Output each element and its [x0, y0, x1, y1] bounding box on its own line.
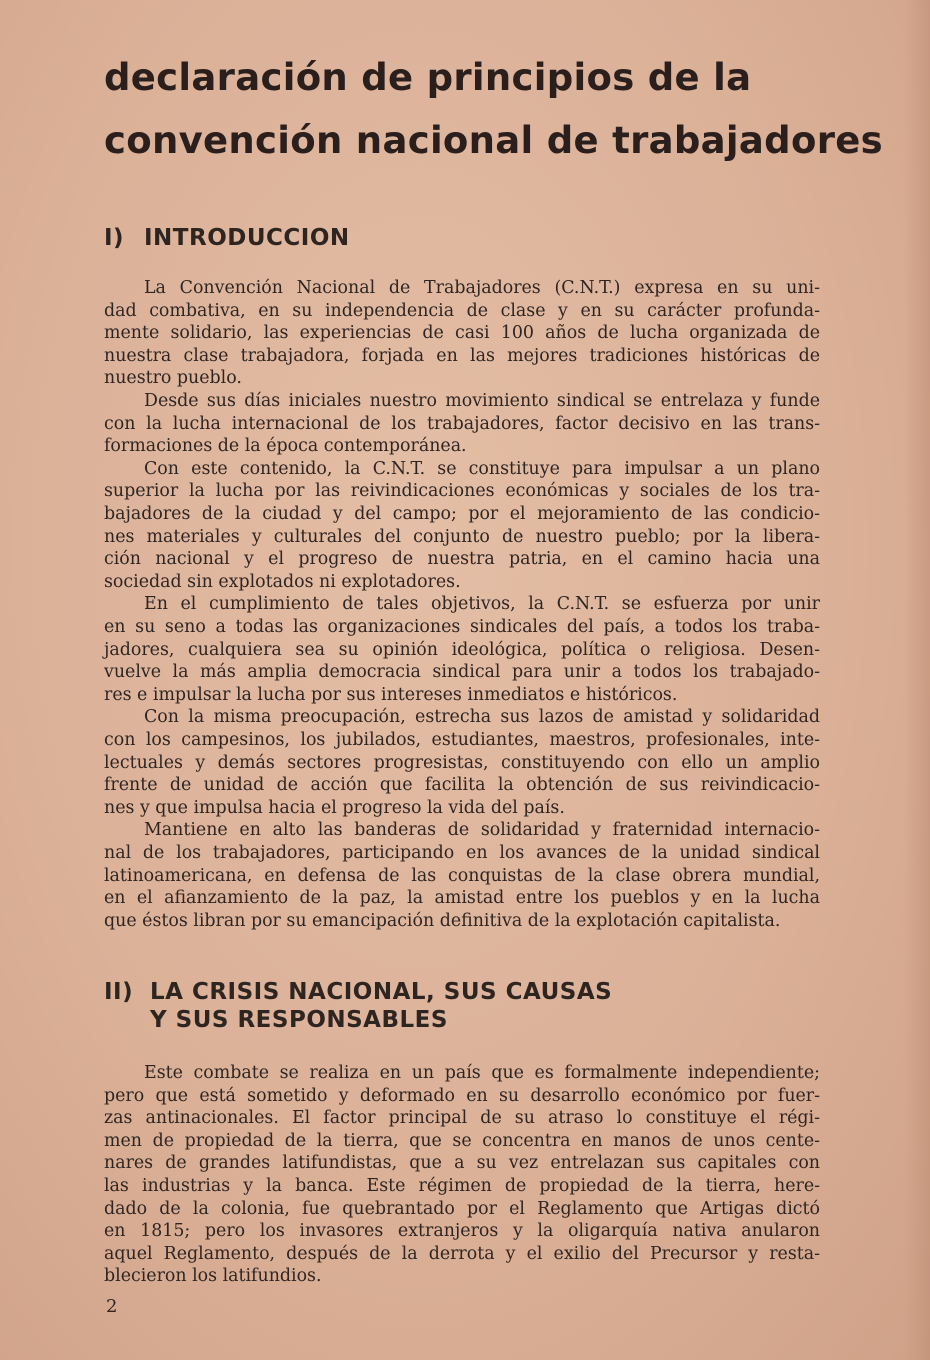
text-line: latinoamericana, en defensa de las conquistas de la clase obrera mundial, [104, 865, 820, 886]
text-line: las industrias y la banca. Este régimen de propiedad de la tierra, here- [104, 1175, 820, 1196]
section-2-number: II) [104, 979, 134, 1005]
page-edge-shadow [904, 0, 930, 1360]
section-1-number: I) [104, 225, 125, 251]
text-line: con los campesinos, los jubilados, estudiantes, maestros, profesionales, inte- [104, 729, 820, 750]
text-line: nal de los trabajadores, participando en los avances de la unidad sindical [104, 842, 820, 863]
paragraph [104, 1062, 820, 1288]
text-line: formaciones de la época contemporánea. [104, 436, 467, 457]
text-line: Mantiene en alto las banderas de solidaridad y fraternidad internacio- [144, 820, 820, 841]
text-line: Con la misma preocupación, estrecha sus lazos de amistad y solidaridad [144, 707, 820, 728]
text-line: dado de la colonia, fue quebrantado por el Reglamento que Artigas dictó [104, 1198, 820, 1219]
text-line: nuestro pueblo. [104, 368, 242, 389]
text-line: nuestra clase trabajadora, forjada en las mejores tradiciones históricas de [104, 345, 820, 366]
text-line: bajadores de la ciudad y del campo; por el mejoramiento de las condicio- [104, 503, 820, 524]
text-line: blecieron los latifundios. [104, 1266, 322, 1287]
text-line: Este combate se realiza en un país que es formalmente independiente; [144, 1063, 820, 1083]
text-line: res e impulsar la lucha por sus intereses inmediatos e históricos. [104, 684, 678, 705]
text-line: frente de unidad de acción que facilita la obtención de sus reivindicacio- [104, 775, 820, 796]
text-line: En el cumplimiento de tales objetivos, la C.N.T. se esfuerza por unir [144, 594, 820, 615]
text-line: sociedad sin explotados ni explotadores. [104, 571, 461, 592]
paragraph [104, 277, 820, 390]
paragraph [104, 390, 820, 458]
text-line: lectuales y demás sectores progresistas, constituyendo con ello un amplio [104, 752, 820, 773]
section-1-heading [104, 225, 350, 251]
text-line: zas antinacionales. El factor principal de su atraso lo constituye el régi- [104, 1108, 820, 1129]
document-title-line-1: declaración de principios de la [104, 56, 752, 99]
text-line: men de propiedad de la tierra, que se concentra en manos de unos cente- [104, 1130, 820, 1151]
section-2-heading [104, 979, 612, 1005]
text-line: Desde sus días iniciales nuestro movimiento sindical se entrelaza y funde [144, 391, 820, 411]
text-line: pero que está sometido y deformado en su desarrollo económico por fuer- [104, 1085, 820, 1106]
text-line: La Convención Nacional de Trabajadores (C.N.T.) expresa en su uni- [144, 278, 820, 298]
section-1-title: INTRODUCCION [144, 225, 350, 251]
text-line: en el afianzamiento de la paz, la amistad entre los pueblos y en la lucha [104, 888, 820, 909]
text-line: dad combativa, en su independencia de clase y en su carácter profunda- [104, 300, 820, 321]
document-title-line-2: convención nacional de trabajadores [104, 119, 883, 162]
section-2-heading-line-2: Y SUS RESPONSABLES [150, 1007, 448, 1033]
paragraph [104, 819, 820, 932]
text-line: nes materiales y culturales del conjunto de nuestro pueblo; por la libera- [104, 526, 820, 547]
text-line: con la lucha internacional de los trabajadores, factor decisivo en las trans- [104, 413, 820, 434]
page-number: 2 [106, 1296, 118, 1317]
text-line: en 1815; pero los invasores extranjeros y la oligarquía nativa anularon [104, 1221, 820, 1242]
text-line: jadores, cualquiera sea su opinión ideológica, política o religiosa. Desen- [104, 639, 820, 660]
section-2-title-line-1: LA CRISIS NACIONAL, SUS CAUSAS [150, 979, 613, 1005]
text-line: en su seno a todas las organizaciones sindicales del país, a todos los traba- [104, 616, 820, 637]
text-line: nares de grandes latifundistas, que a su vez entrelazan sus capitales con [104, 1153, 820, 1174]
text-line: vuelve la más amplia democracia sindical para unir a todos los trabajado- [104, 662, 820, 683]
text-line: que éstos libran por su emancipación definitiva de la explotación capitalista. [104, 910, 781, 931]
text-line: ción nacional y el progreso de nuestra patria, en el camino hacia una [104, 549, 820, 570]
paragraph [104, 593, 820, 706]
text-line: Con este contenido, la C.N.T. se constituye para impulsar a un plano [144, 458, 820, 479]
text-line: mente solidario, las experiencias de casi 100 años de lucha organizada de [104, 323, 820, 344]
text-line: nes y que impulsa hacia el progreso la vida del país. [104, 797, 565, 818]
text-line: aquel Reglamento, después de la derrota y el exilio del Precursor y resta- [104, 1243, 820, 1264]
paragraph [104, 458, 820, 594]
text-line: superior la lucha por las reivindicaciones económicas y sociales de los tra- [104, 481, 820, 502]
paragraph [104, 706, 820, 819]
